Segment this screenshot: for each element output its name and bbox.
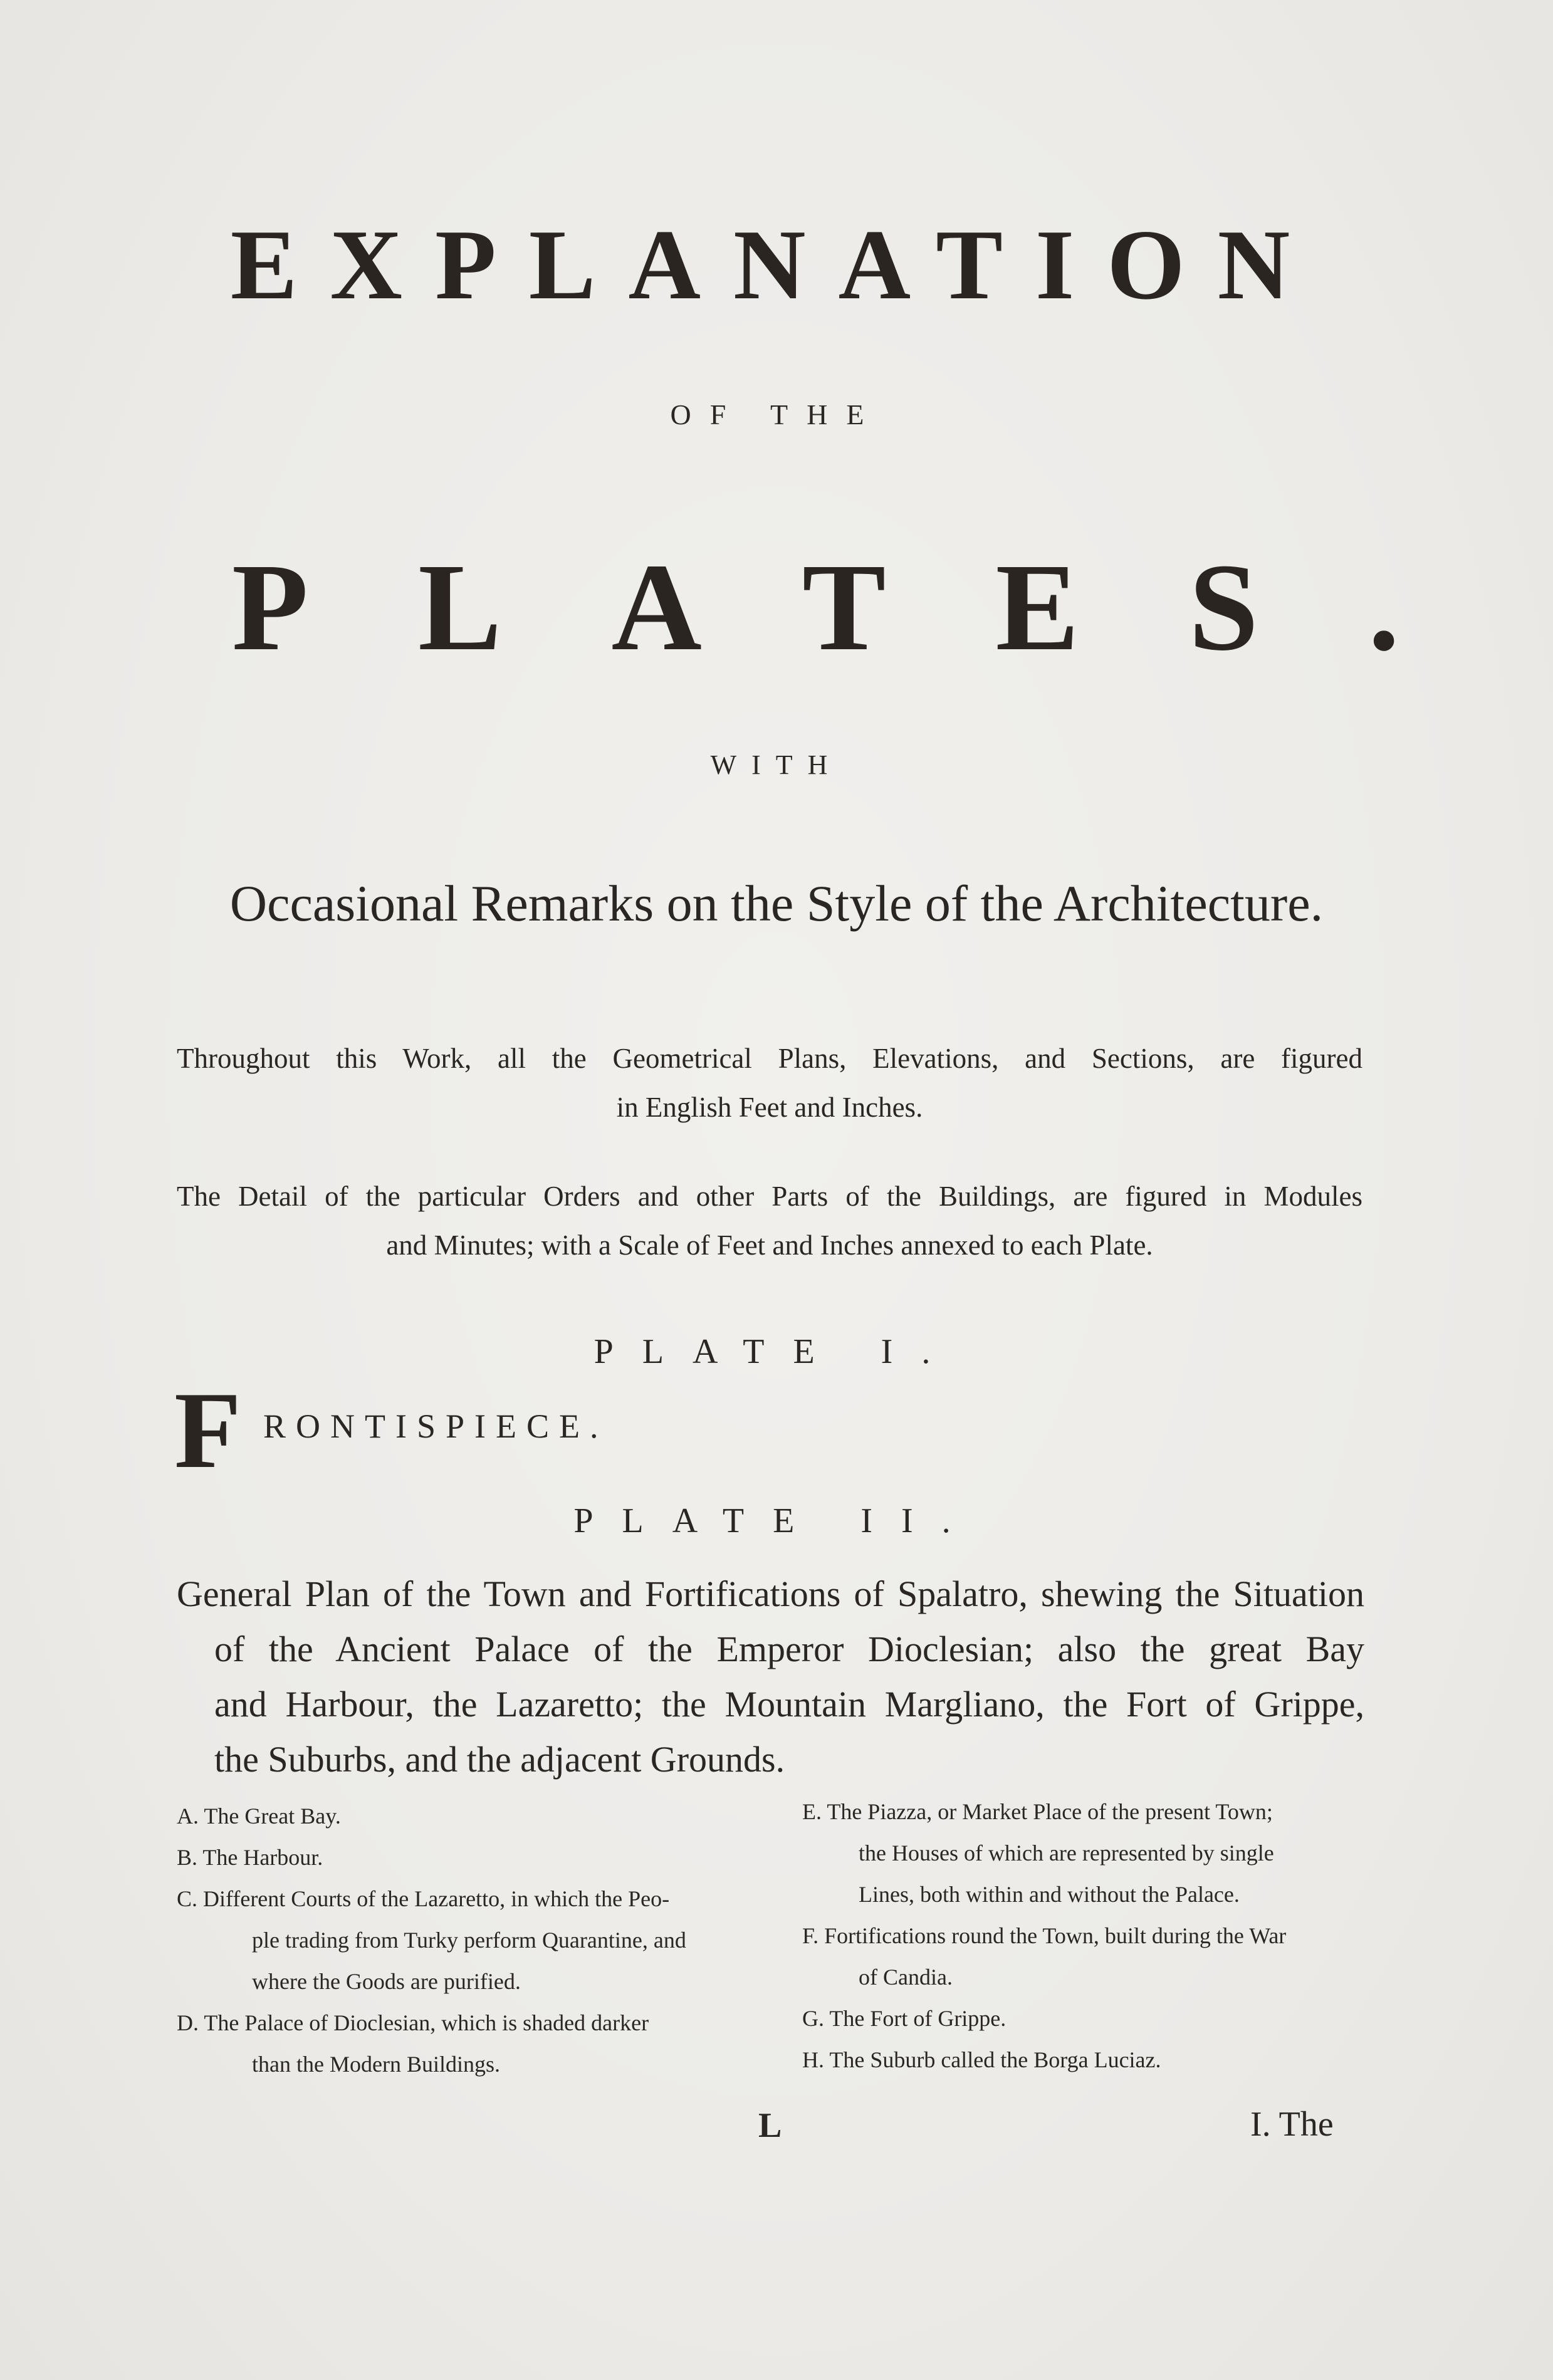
description-line: of the Ancient Palace of the Emperor Dioclesian; also the great Bay [214,1629,1364,1669]
description-line: General Plan of the Town and Fortifications of Spalatro, shewing the Situation [177,1574,1364,1614]
title-plates: PLATES. [231,538,1510,677]
plate-2-description [177,1567,1364,1787]
drop-cap: F [174,1369,241,1491]
intro-p1-line2: in English Feet and Inches. [616,1092,923,1123]
intro-p1-line1: Throughout this Work, all the Geometrical Plans, Elevations, and Sections, are figured [177,1043,1362,1074]
key-item: F. Fortifications round the Town, built during the War [802,1923,1287,1948]
key-item-continued: ple trading from Turky perform Quarantine, and [252,1928,686,1953]
catchword: I. The [1250,2105,1334,2144]
key-item-continued: of Candia. [859,1965,953,1990]
title-explanation: EXPLANATION [230,209,1323,320]
key-item-continued: where the Goods are purified. [252,1969,521,1994]
key-right-column [802,1791,1286,2080]
title-of-the: OF THE [670,399,883,431]
key-item-continued: the Houses of which are represented by single [859,1840,1274,1866]
intro-paragraph-1 [177,1034,1362,1132]
key-item: H. The Suburb called the Borga Luciaz. [802,2047,1161,2072]
key-item: C. Different Courts of the Lazaretto, in which the Peo- [177,1886,670,1911]
plate-1-heading: PLATE I. [593,1332,960,1371]
subtitle: Occasional Remarks on the Style of the Architecture. [229,875,1324,932]
signature-mark: L [758,2106,782,2145]
key-item-continued: Lines, both within and without the Palace. [859,1882,1240,1907]
key-left-column [177,1795,686,2085]
title-with: WITH [710,749,843,780]
key-item: G. The Fort of Grippe. [802,2006,1007,2031]
key-item: E. The Piazza, or Market Place of the present Town; [802,1799,1273,1824]
key-item-continued: than the Modern Buildings. [252,2052,500,2077]
key-item: D. The Palace of Dioclesian, which is shaded darker [177,2010,649,2035]
plate-2-heading: PLATE II. [573,1501,980,1540]
description-line: the Suburbs, and the adjacent Grounds. [214,1739,785,1780]
intro-paragraph-2 [177,1172,1362,1270]
frontispiece-text: RONTISPIECE. [263,1407,609,1445]
key-item: B. The Harbour. [177,1845,323,1870]
intro-p2-line1: The Detail of the particular Orders and other Parts of the Buildings, are figured in Modules [177,1181,1362,1212]
key-item: A. The Great Bay. [177,1803,341,1829]
description-line: and Harbour, the Lazaretto; the Mountain Margliano, the Fort of Grippe, [214,1684,1364,1725]
intro-p2-line2: and Minutes; with a Scale of Feet and Inches annexed to each Plate. [386,1229,1153,1261]
